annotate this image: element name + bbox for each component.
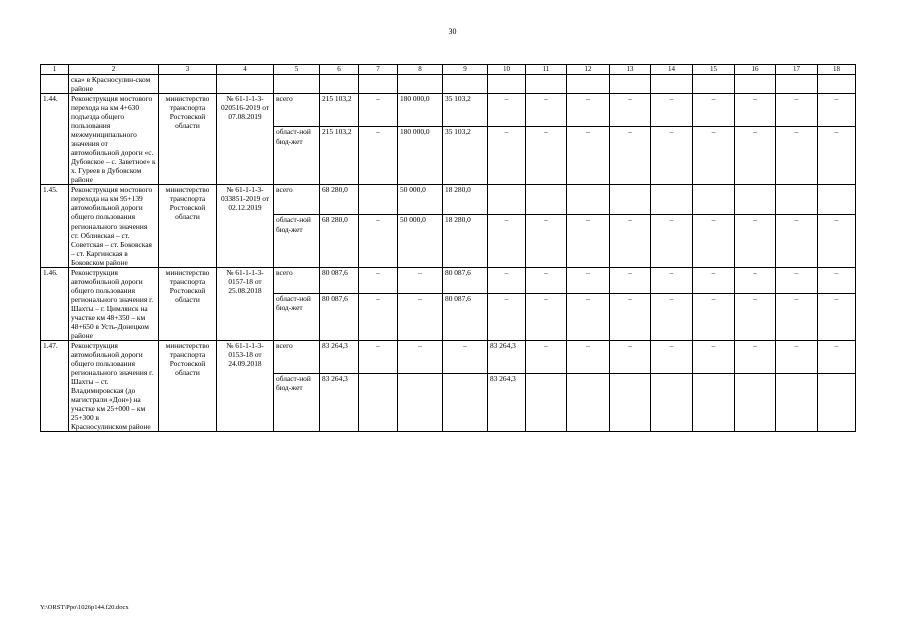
amount-cell: – bbox=[776, 340, 818, 373]
expertise-number: № 61-1-1-3-033851-2019 от 02.12.2019 bbox=[217, 185, 274, 267]
amount-cell: 215 103,2 bbox=[320, 127, 359, 185]
funding-source: област-ной бюд-жет bbox=[274, 127, 320, 185]
expertise-number: № 61-1-1-3-0157-18 от 25.08.2018 bbox=[217, 267, 274, 340]
amount-cell: 35 103,2 bbox=[443, 94, 488, 127]
amount-cell: – bbox=[610, 215, 651, 267]
amount-cell bbox=[776, 374, 818, 432]
amount-cell: – bbox=[567, 294, 610, 340]
amount-cell bbox=[610, 374, 651, 432]
column-number: 16 bbox=[735, 65, 776, 75]
continuation-row bbox=[41, 75, 856, 94]
row-number-cell bbox=[41, 75, 69, 94]
amount-cell: – bbox=[735, 294, 776, 340]
amount-cell: – bbox=[443, 340, 488, 373]
amount-cell: – bbox=[776, 215, 818, 267]
amount-cell: – bbox=[567, 340, 610, 373]
funding-source: всего bbox=[274, 185, 320, 215]
amount-cell: – bbox=[776, 267, 818, 294]
amount-cell: – bbox=[526, 267, 567, 294]
amount-cell: – bbox=[488, 267, 526, 294]
empty-cell bbox=[693, 75, 735, 94]
funding-source: област-ной бюд-жет bbox=[274, 215, 320, 267]
amount-cell bbox=[818, 374, 856, 432]
amount-cell: 83 264,3 bbox=[320, 374, 359, 432]
amount-cell: – bbox=[398, 267, 443, 294]
column-number: 4 bbox=[217, 65, 274, 75]
amount-cell: – bbox=[735, 94, 776, 127]
amount-cell bbox=[488, 185, 526, 215]
program-table bbox=[40, 64, 856, 432]
funding-source: всего bbox=[274, 340, 320, 373]
column-number: 13 bbox=[610, 65, 651, 75]
empty-cell bbox=[320, 75, 359, 94]
empty-cell bbox=[274, 75, 320, 94]
amount-cell: – bbox=[776, 127, 818, 185]
empty-cell bbox=[651, 75, 693, 94]
amount-cell: – bbox=[526, 340, 567, 373]
amount-cell: – bbox=[610, 94, 651, 127]
amount-cell: – bbox=[526, 215, 567, 267]
table-row bbox=[41, 267, 856, 294]
amount-cell: – bbox=[526, 127, 567, 185]
column-number: 15 bbox=[693, 65, 735, 75]
amount-cell: – bbox=[735, 127, 776, 185]
table-row bbox=[41, 94, 856, 127]
amount-cell: – bbox=[735, 267, 776, 294]
amount-cell: – bbox=[488, 294, 526, 340]
table-row bbox=[41, 185, 856, 215]
amount-cell: – bbox=[693, 267, 735, 294]
empty-cell bbox=[159, 75, 217, 94]
amount-cell: – bbox=[693, 340, 735, 373]
amount-cell: – bbox=[651, 340, 693, 373]
amount-cell: 68 280,0 bbox=[320, 215, 359, 267]
amount-cell: – bbox=[610, 267, 651, 294]
amount-cell: – bbox=[693, 215, 735, 267]
empty-cell bbox=[398, 75, 443, 94]
amount-cell: 215 103,2 bbox=[320, 94, 359, 127]
funding-source: област-ной бюд-жет bbox=[274, 374, 320, 432]
amount-cell: – bbox=[651, 215, 693, 267]
funding-source: всего bbox=[274, 94, 320, 127]
column-number: 12 bbox=[567, 65, 610, 75]
amount-cell: – bbox=[818, 340, 856, 373]
amount-cell: – bbox=[735, 340, 776, 373]
object-name: Реконструкция автомобильной дороги общего пользования регионального значения г. Шахты – ст. Владимировская (до магистрали «Дон») на участке км 25+000 – км 25+300 в Красносулинском районе bbox=[69, 340, 159, 431]
page-number: 30 bbox=[448, 27, 457, 36]
column-number: 8 bbox=[398, 65, 443, 75]
amount-cell: – bbox=[359, 215, 398, 267]
row-number: 1.46. bbox=[41, 267, 69, 340]
amount-cell bbox=[651, 185, 693, 215]
amount-cell bbox=[735, 374, 776, 432]
row-number: 1.47. bbox=[41, 340, 69, 431]
amount-cell: – bbox=[488, 215, 526, 267]
amount-cell: – bbox=[776, 94, 818, 127]
amount-cell: 83 264,3 bbox=[320, 340, 359, 373]
amount-cell: – bbox=[567, 267, 610, 294]
expertise-number: № 61-1-1-3-0153-18 от 24.09.2018 bbox=[217, 340, 274, 431]
customer: министерство транспорта Ростовской области bbox=[159, 185, 217, 267]
amount-cell bbox=[651, 374, 693, 432]
amount-cell: 18 280,0 bbox=[443, 215, 488, 267]
amount-cell: – bbox=[818, 294, 856, 340]
amount-cell: 50 000,0 bbox=[398, 215, 443, 267]
amount-cell bbox=[776, 185, 818, 215]
amount-cell: – bbox=[651, 94, 693, 127]
amount-cell: – bbox=[359, 94, 398, 127]
amount-cell: 80 087,6 bbox=[443, 294, 488, 340]
amount-cell bbox=[567, 374, 610, 432]
customer: министерство транспорта Ростовской области bbox=[159, 94, 217, 185]
amount-cell: 50 000,0 bbox=[398, 185, 443, 215]
amount-cell: – bbox=[526, 294, 567, 340]
amount-cell: – bbox=[693, 127, 735, 185]
empty-cell bbox=[776, 75, 818, 94]
amount-cell bbox=[693, 374, 735, 432]
amount-cell: 18 280,0 bbox=[443, 185, 488, 215]
empty-cell bbox=[443, 75, 488, 94]
amount-cell: – bbox=[567, 215, 610, 267]
amount-cell: 83 264,3 bbox=[488, 374, 526, 432]
table-row bbox=[41, 340, 856, 373]
amount-cell: – bbox=[818, 94, 856, 127]
object-name: Реконструкция автомобильной дороги общего пользования регионального значения г. Шахты – г. Цимлянск на участке км 48+350 – км 48+650 в Усть-Донецком районе bbox=[69, 267, 159, 340]
empty-cell bbox=[359, 75, 398, 94]
amount-cell: 180 000,0 bbox=[398, 127, 443, 185]
amount-cell: – bbox=[359, 294, 398, 340]
amount-cell bbox=[526, 185, 567, 215]
amount-cell: – bbox=[567, 127, 610, 185]
row-number: 1.44. bbox=[41, 94, 69, 185]
amount-cell: 180 000,0 bbox=[398, 94, 443, 127]
amount-cell: – bbox=[818, 127, 856, 185]
funding-source: всего bbox=[274, 267, 320, 294]
amount-cell: 68 280,0 bbox=[320, 185, 359, 215]
amount-cell: – bbox=[359, 127, 398, 185]
expertise-number: № 61-1-1-3-020516-2019 от 07.08.2019 bbox=[217, 94, 274, 185]
amount-cell: – bbox=[818, 215, 856, 267]
amount-cell: – bbox=[359, 340, 398, 373]
column-number: 11 bbox=[526, 65, 567, 75]
amount-cell bbox=[398, 374, 443, 432]
empty-cell bbox=[526, 75, 567, 94]
amount-cell: – bbox=[526, 94, 567, 127]
row-number: 1.45. bbox=[41, 185, 69, 267]
amount-cell bbox=[526, 374, 567, 432]
empty-cell bbox=[488, 75, 526, 94]
amount-cell: – bbox=[651, 267, 693, 294]
object-name: ска» в Красносулин-ском районе bbox=[69, 75, 159, 94]
amount-cell: – bbox=[488, 127, 526, 185]
amount-cell bbox=[610, 185, 651, 215]
amount-cell: – bbox=[693, 294, 735, 340]
amount-cell: – bbox=[651, 127, 693, 185]
amount-cell bbox=[818, 185, 856, 215]
amount-cell: – bbox=[610, 127, 651, 185]
amount-cell bbox=[693, 185, 735, 215]
column-number: 1 bbox=[41, 65, 69, 75]
amount-cell: – bbox=[610, 340, 651, 373]
amount-cell: – bbox=[818, 267, 856, 294]
amount-cell: – bbox=[610, 294, 651, 340]
amount-cell: – bbox=[567, 94, 610, 127]
amount-cell: – bbox=[693, 94, 735, 127]
column-number: 2 bbox=[69, 65, 159, 75]
amount-cell: 80 087,6 bbox=[443, 267, 488, 294]
amount-cell: – bbox=[735, 215, 776, 267]
amount-cell: – bbox=[776, 294, 818, 340]
object-name: Реконструкция мостового перехода на км 4+630 подъезда общего пользования межмуниципального значения от автомобильной дороги «с. Дубовское – с. Заветное» к х. Гуреев в Дубовском районе bbox=[69, 94, 159, 185]
amount-cell: – bbox=[488, 94, 526, 127]
column-number: 17 bbox=[776, 65, 818, 75]
amount-cell bbox=[359, 185, 398, 215]
footer-file-path: Y:\ORST\Ppo\1026p144.f20.docx bbox=[40, 604, 129, 611]
column-number: 9 bbox=[443, 65, 488, 75]
amount-cell: – bbox=[359, 267, 398, 294]
customer: министерство транспорта Ростовской области bbox=[159, 340, 217, 431]
amount-cell bbox=[735, 185, 776, 215]
column-number-row bbox=[41, 65, 856, 75]
empty-cell bbox=[818, 75, 856, 94]
customer: министерство транспорта Ростовской области bbox=[159, 267, 217, 340]
column-number: 6 bbox=[320, 65, 359, 75]
column-number: 14 bbox=[651, 65, 693, 75]
empty-cell bbox=[735, 75, 776, 94]
column-number: 10 bbox=[488, 65, 526, 75]
amount-cell bbox=[443, 374, 488, 432]
amount-cell: – bbox=[398, 340, 443, 373]
empty-cell bbox=[610, 75, 651, 94]
column-number: 5 bbox=[274, 65, 320, 75]
object-name: Реконструкция мостового перехода на км 95+139 автомобильной дороги общего пользования регионального значения ст. Обливская – ст. Советская – ст. Боковская – ст. Каргинская в Боковском районе bbox=[69, 185, 159, 267]
amount-cell: 80 087,6 bbox=[320, 294, 359, 340]
empty-cell bbox=[217, 75, 274, 94]
empty-cell bbox=[567, 75, 610, 94]
amount-cell bbox=[359, 374, 398, 432]
column-number: 7 bbox=[359, 65, 398, 75]
amount-cell: 80 087,6 bbox=[320, 267, 359, 294]
amount-cell: – bbox=[651, 294, 693, 340]
amount-cell: 83 264,3 bbox=[488, 340, 526, 373]
amount-cell bbox=[567, 185, 610, 215]
amount-cell: 35 103,2 bbox=[443, 127, 488, 185]
amount-cell: – bbox=[398, 294, 443, 340]
funding-source: област-ной бюд-жет bbox=[274, 294, 320, 340]
column-number: 3 bbox=[159, 65, 217, 75]
column-number: 18 bbox=[818, 65, 856, 75]
